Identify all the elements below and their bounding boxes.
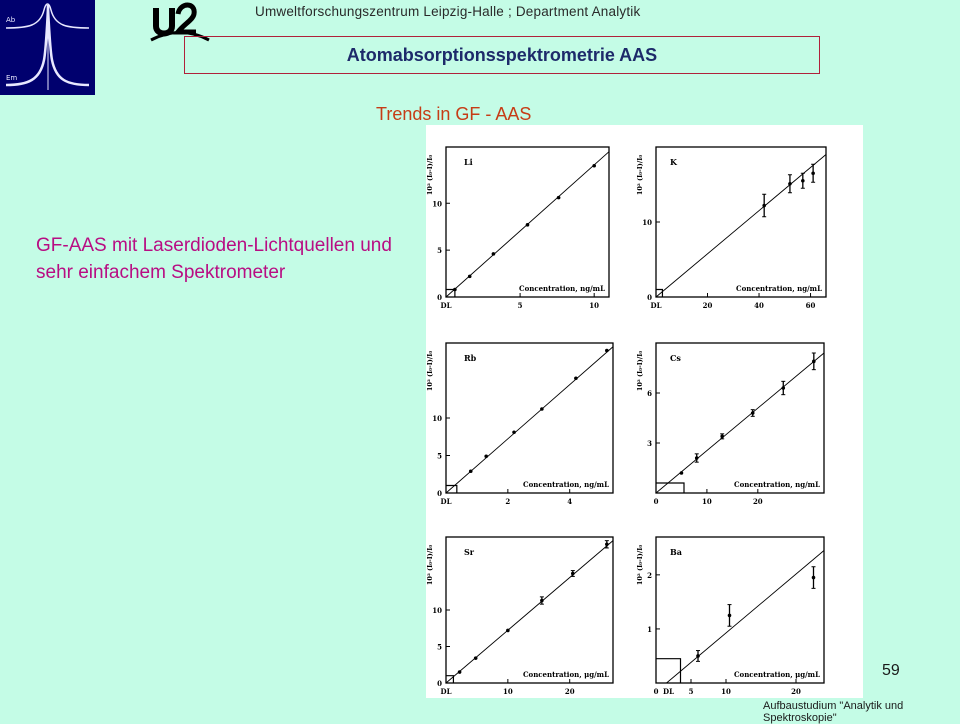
page-number: 59 (882, 662, 900, 679)
panel-sr (426, 537, 613, 696)
detection-limit-box (656, 483, 684, 493)
x-tick-label: 20 (791, 687, 801, 696)
y-axis-label: 10² (I₀-I)/I₀ (636, 544, 644, 586)
data-point (468, 275, 472, 279)
x-tick-label: 2 (505, 497, 511, 506)
x-axis-label: Concentration, ng/mL (736, 284, 822, 293)
calibration-plots (426, 125, 863, 698)
plot-frame (656, 343, 824, 493)
x-tick-label: 20 (564, 687, 575, 696)
y-tick-label: 10 (432, 414, 442, 423)
calibration-figure (426, 125, 863, 698)
emblem-graphic (0, 0, 95, 95)
x-axis-label: Concentration, μg/mL (522, 670, 609, 679)
data-point (680, 471, 684, 475)
x-axis-label: Concentration, μg/mL (733, 670, 820, 679)
y-tick-label: 5 (437, 451, 442, 461)
panel-k (636, 147, 826, 310)
y-axis-label: 10² (I₀-I)/I₀ (426, 350, 434, 392)
x-axis-label: Concentration, ng/mL (734, 480, 820, 489)
element-label: K (670, 157, 677, 167)
emblem-em-label: Em (6, 74, 18, 82)
y-tick-label: 0 (437, 489, 442, 498)
x-tick-label: 5 (688, 687, 694, 696)
slide-title: Atomabsorptionsspektrometrie AAS (184, 36, 820, 74)
data-point (557, 196, 561, 200)
x-axis-label: Concentration, ng/mL (523, 480, 609, 489)
y-tick-label: 1 (647, 624, 652, 634)
emblem-ab-label: Ab (6, 16, 16, 24)
y-axis-label: 10² (I₀-I)/I₀ (636, 154, 644, 196)
y-tick-label: 10 (432, 199, 442, 209)
x-tick-label: 60 (805, 301, 816, 310)
detection-limit-box (656, 659, 681, 683)
institute-name: Umweltforschungszentrum Leipzig-Halle ; Department Analytik (255, 4, 641, 19)
x-tick-label: 40 (754, 301, 764, 310)
data-point (605, 349, 609, 353)
x-axis-label: Concentration, ng/mL (519, 284, 605, 293)
panel-rb (426, 343, 613, 506)
data-point (484, 454, 488, 458)
x-tick-label: 0 (653, 687, 659, 696)
y-axis-label: 10² (I₀-I)/I₀ (636, 350, 644, 392)
x-tick-label: 20 (702, 301, 713, 310)
slide-heading: Trends in GF - AAS (376, 104, 532, 124)
x-tick-label: DL (650, 301, 662, 310)
x-tick-label: DL (440, 497, 452, 506)
data-point (592, 164, 596, 168)
panel-ba (636, 537, 824, 696)
x-tick-label: 10 (589, 301, 600, 310)
x-tick-label: 10 (702, 497, 712, 506)
data-point (526, 223, 530, 227)
x-tick-label: 0 (653, 497, 659, 506)
slide-description: GF-AAS mit Laserdioden-Lichtquellen und sehr einfachem Spektrometer (36, 235, 392, 283)
x-tick-label: DL (440, 687, 452, 696)
y-axis-label: 10² (I₀-I)/I₀ (426, 154, 434, 196)
y-tick-label: 0 (437, 679, 442, 688)
x-tick-label: DL (440, 301, 452, 310)
fit-line (446, 541, 613, 683)
element-label: Cs (670, 353, 681, 363)
x-tick-label: 10 (721, 687, 731, 696)
plot-frame (656, 537, 824, 683)
institute-emblem (0, 0, 95, 95)
fit-line (667, 551, 825, 683)
element-label: Sr (464, 547, 474, 557)
y-tick-label: 10 (432, 606, 442, 615)
y-tick-label: 6 (647, 389, 652, 398)
data-point (540, 407, 544, 411)
panel-li (426, 147, 609, 310)
data-point (506, 629, 510, 633)
y-axis-label: 10² (I₀-I)/I₀ (426, 544, 434, 586)
data-point (574, 376, 578, 380)
element-label: Li (464, 157, 473, 167)
fit-line (656, 155, 826, 298)
y-tick-label: 5 (437, 246, 442, 256)
plot-frame (446, 147, 609, 297)
data-point (492, 252, 496, 256)
footer-text: Aufbaustudium "Analytik und Spektroskopie" (763, 700, 904, 724)
x-tick-label: 5 (517, 301, 523, 310)
data-point (453, 288, 457, 292)
y-tick-label: 10 (642, 218, 652, 227)
x-tick-label: 4 (567, 497, 573, 506)
x-tick-label: 20 (752, 497, 763, 506)
data-point (458, 670, 462, 674)
plot-frame (656, 147, 826, 297)
data-point (512, 430, 516, 434)
y-tick-label: 0 (647, 293, 652, 302)
y-tick-label: 5 (437, 642, 442, 652)
y-tick-label: 0 (437, 293, 442, 302)
y-tick-label: 3 (647, 439, 652, 448)
y-tick-label: 2 (647, 570, 652, 580)
element-label: Rb (464, 353, 477, 363)
x-tick-label: 10 (502, 687, 513, 696)
data-point (469, 469, 473, 473)
data-point (474, 656, 478, 660)
element-label: Ba (670, 547, 682, 557)
panel-cs (636, 343, 824, 506)
dl-label: DL (663, 687, 674, 696)
